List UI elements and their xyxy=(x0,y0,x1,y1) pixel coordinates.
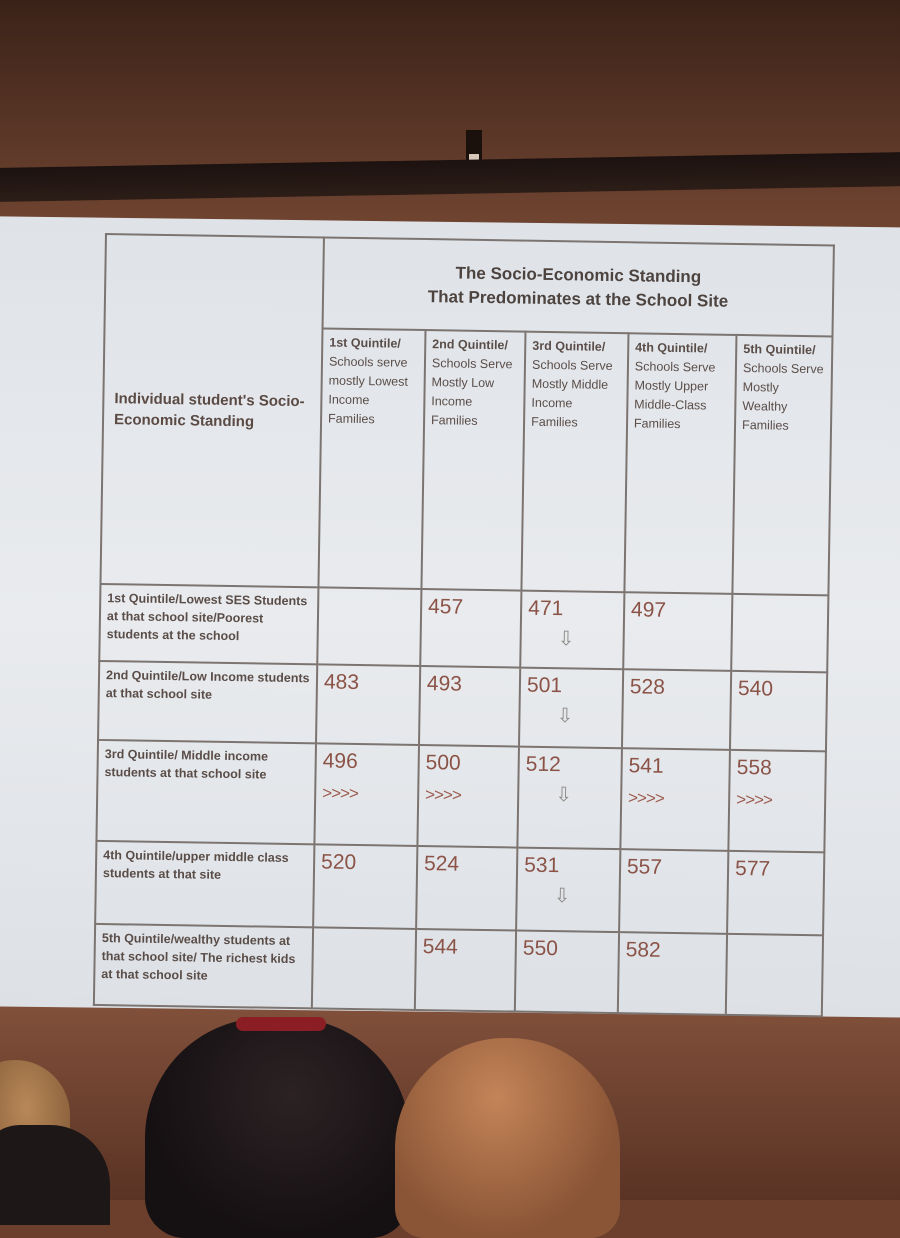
cell-r5-c2: 544 xyxy=(415,929,516,1012)
cell-r4-c5: 577 xyxy=(727,851,824,936)
row-label-5: 5th Quintile/wealthy students at that school site/ The richest kids at that school site xyxy=(94,924,313,1009)
table-row xyxy=(99,583,828,671)
right-arrows: >>>> xyxy=(322,782,359,803)
cell-r4-c1: 520 xyxy=(313,844,417,929)
title-line-2: That Predominates at the School Site xyxy=(427,286,729,311)
ses-table xyxy=(93,233,835,1017)
column-heading-5: 5th Quintile/ Schools Serve Mostly Wealthy Families xyxy=(732,335,832,595)
table-row xyxy=(95,841,824,935)
cell-r5-c3: 550 xyxy=(515,930,619,1013)
cell-r2-c1: 483 xyxy=(316,664,420,745)
cell-r1-c1 xyxy=(317,587,421,666)
cell-r2-c2: 493 xyxy=(419,666,520,747)
down-arrow-icon: ⇩ xyxy=(557,627,575,650)
right-arrows: >>>> xyxy=(424,784,462,805)
cell-r3-c2: 500 >>>> xyxy=(417,745,519,848)
down-arrow-icon: ⇩ xyxy=(555,783,573,806)
cell-r1-c3: 471 ⇩ xyxy=(520,590,624,669)
cell-r5-c4: 582 xyxy=(618,932,727,1015)
hair-clip xyxy=(236,1017,326,1031)
down-arrow-icon: ⇩ xyxy=(556,704,574,727)
row-label-2: 2nd Quintile/Low Income students at that school site xyxy=(98,660,317,742)
audience-head-blonde xyxy=(395,1038,620,1238)
cell-r1-c4: 497 xyxy=(623,592,732,671)
cell-r3-c3: 512 ⇩ xyxy=(517,746,621,849)
right-arrows: >>>> xyxy=(736,789,773,810)
corner-label: Individual student's Socio-Economic Standing xyxy=(100,234,323,587)
table-row xyxy=(96,739,826,852)
table-row xyxy=(98,660,827,750)
column-heading-4: 4th Quintile/ Schools Serve Mostly Upper Middle-Class Families xyxy=(624,333,736,593)
right-arrows: >>>> xyxy=(627,787,664,808)
cell-r1-c2: 457 xyxy=(420,589,521,668)
cell-r2-c5: 540 xyxy=(730,670,827,751)
row-label-4: 4th Quintile/upper middle class students at that site xyxy=(95,841,314,927)
cell-r2-c3: 501 ⇩ xyxy=(519,667,623,748)
table-header-row xyxy=(105,234,834,337)
title-line-1: The Socio-Economic Standing xyxy=(455,263,702,286)
audience-head-dark xyxy=(145,1018,410,1238)
cell-r5-c1 xyxy=(312,927,416,1010)
down-arrow-icon: ⇩ xyxy=(553,884,571,908)
cell-r4-c2: 524 xyxy=(416,846,517,931)
cell-r4-c3: 531 ⇩ xyxy=(516,847,620,932)
row-label-3: 3rd Quintile/ Middle income students at that school site xyxy=(96,739,316,844)
cell-r2-c4: 528 xyxy=(622,669,731,750)
cell-r3-c5: 558 >>>> xyxy=(728,749,826,852)
column-heading-3: 3rd Quintile/ Schools Serve Mostly Middle Income Families xyxy=(522,332,629,592)
cell-r3-c4: 541 >>>> xyxy=(620,748,730,851)
column-heading-1: 1st Quintile/ Schools serve mostly Lowest Income Families xyxy=(318,329,425,589)
cell-r3-c1: 496 >>>> xyxy=(314,743,419,846)
table-title xyxy=(323,237,834,336)
cell-r1-c5 xyxy=(731,593,828,671)
cell-r4-c4: 557 xyxy=(619,849,728,934)
column-heading-2: 2nd Quintile/ Schools Serve Mostly Low Income Families xyxy=(421,330,525,590)
row-label-1: 1st Quintile/Lowest SES Students at that school site/Poorest students at the school xyxy=(99,583,318,663)
